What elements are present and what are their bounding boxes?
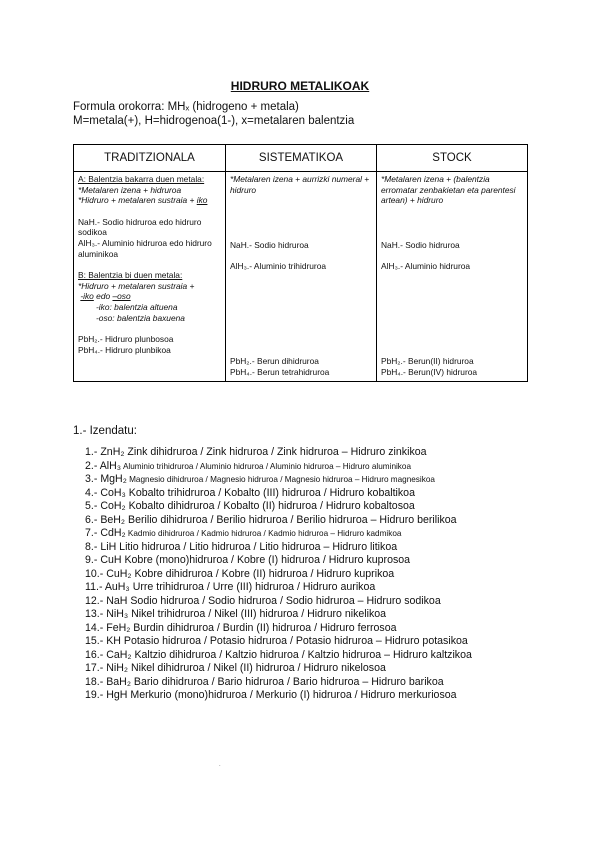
list-item: 12.- NaH Sodio hidruroa / Sodio hidruroa / Sodio hidruroa – Hidruro sodikoa xyxy=(85,594,441,607)
trad-a-rule-1: *Metalaren izena + hidruroa xyxy=(78,184,182,195)
trad-example-alh3: AlH₃.- Aluminio hidruroa edo hidruro aluminikoa xyxy=(78,237,212,259)
list-item: 10.- CuH₂ Kobre dihidruroa / Kobre (II) hidruroa / Hidruro kuprikoa xyxy=(85,567,395,580)
list-item: 19.- HgH Merkurio (mono)hidruroa / Merkurio (I) hidruroa / Hidruro merkuriosoa xyxy=(85,689,457,701)
trad-b-title: B: Balentzia bi duen metala: xyxy=(78,270,183,281)
list-item: 8.- LiH Litio hidruroa / Litio hidruroa / Litio hidruroa – Hidruro litikoa xyxy=(85,540,398,553)
list-item: 7.- CdH₂ Kadmio dihidruroa / Kadmio hidruroa / Kadmio hidruroa – Hidruro kadmikoa xyxy=(85,527,402,539)
cell-systematic xyxy=(226,172,377,382)
trad-a-rule-2 xyxy=(78,195,223,206)
trad-example-nah: NaH.- Sodio hidruroa edo hidruro sodikoa xyxy=(78,216,202,238)
trad-example-pbh4: PbH₄.- Hidruro plunbikoa xyxy=(78,344,171,355)
list-item: 2.- AlH₃ Aluminio trihidruroa / Aluminio hidruroa / Aluminio hidruroa – Hidruro aluminikoa xyxy=(85,459,412,472)
stock-example-pbh4: PbH₄.- Berun(IV) hidruroa xyxy=(381,366,478,377)
trad-a-rule-2-suffix: iko xyxy=(196,195,208,206)
list-item: 17.- NiH₂ Nikel dihidruroa / Nikel (II) hidruroa / Hidruro nikelosoa xyxy=(85,662,386,674)
list-item: 16.- CaH₂ Kaltzio dihidruroa / Kaltzio hidruroa / Kaltzio hidruroa – Hidruro kaltzikoa xyxy=(85,648,472,661)
trad-a-title: A: Balentzia bakarra duen metala: xyxy=(78,174,205,184)
trad-rule-a xyxy=(78,174,223,206)
stock-example-pbh2: PbH₂.- Berun(II) hidruroa xyxy=(381,356,474,367)
header-systematic: SISTEMATIKOA xyxy=(226,145,377,172)
trad-rule-b xyxy=(78,270,223,323)
list-item: 15.- KH Potasio hidruroa / Potasio hidruroa / Potasio hidruroa – Hidruro potasikoa xyxy=(85,635,468,647)
trad-a-rule-2-text: *Hidruro + metalaren sustraia + xyxy=(78,195,197,206)
trad-b-rule-2 xyxy=(78,291,223,302)
trad-b-sub-1: -iko: balentzia altuena xyxy=(96,301,178,312)
list-item: 11.- AuH₃ Urre trihidruroa / Urre (III) hidruroa / Hidruro aurikoa xyxy=(85,581,376,593)
sist-example-alh3: AlH₃.- Aluminio trihidruroa xyxy=(230,260,327,271)
cell-traditional xyxy=(74,172,226,382)
sist-rule: *Metalaren izena + aurrizki numeral + hidruro xyxy=(230,174,370,195)
list-item: 3.- MgH₂ Magnesio dihidruroa / Magnesio hidruroa / Magnesio hidruroa – Hidruro magnesikoa xyxy=(85,473,435,485)
list-item: 1.- ZnH₂ Zink dihidruroa / Zink hidruroa / Zink hidruroa – Hidruro zinkikoa xyxy=(85,446,427,458)
list-item: 4.- CoH₃ Kobalto trihidruroa / Kobalto (III) hidruroa / Hidruro kobaltikoa xyxy=(85,486,415,499)
exercise-title: 1.- Izendatu: xyxy=(73,425,137,437)
list-item: 13.- NiH₃ Nikel trihidruroa / Nikel (III) hidruroa / Hidruro nikelikoa xyxy=(85,608,387,620)
list-item: 18.- BaH₂ Bario dihidruroa / Bario hidruroa / Bario hidruroa – Hidruro barikoa xyxy=(85,675,444,688)
trad-b-suffix-oso: –oso xyxy=(112,291,131,302)
trad-b-sub-2: -oso: balentzia baxuena xyxy=(96,312,185,323)
sist-example-pbh2: PbH₂.- Berun dihidruroa xyxy=(230,356,319,367)
header-traditional: TRADITZIONALA xyxy=(74,145,226,172)
trad-examples-b xyxy=(78,334,223,355)
document-title: HIDRURO METALIKOAK xyxy=(230,79,370,93)
list-item: 14.- FeH₂ Burdin dihidruroa / Burdin (II) hidruroa / Hidruro ferrosoa xyxy=(85,621,397,634)
trad-b-rule-1: *Hidruro + metalaren sustraia + xyxy=(78,280,195,291)
stock-rule: *Metalaren izena + (balentzia erromatar zenbakietan eta parentesi artean) + hidruro xyxy=(381,174,516,206)
trad-b-rule-2-mid: edo xyxy=(93,291,113,302)
trad-example-pbh2: PbH₂.- Hidruro plunbosoa xyxy=(78,334,174,345)
sist-example-nah: NaH.- Sodio hidruroa xyxy=(230,240,309,250)
exercise-list xyxy=(85,446,472,703)
formula-line-1: Formula orokorra: MHₓ (hidrogeno + metala) xyxy=(73,101,299,113)
general-formula xyxy=(73,100,354,128)
sist-example-pbh4: PbH₄.- Berun tetrahidruroa xyxy=(230,366,330,377)
stock-example-alh3: AlH₃.- Aluminio hidruroa xyxy=(381,260,471,271)
trad-b-suffix-iko: -iko xyxy=(80,291,94,302)
naming-table xyxy=(73,144,528,382)
list-item: 5.- CoH₂ Kobalto dihidruroa / Kobalto (II) hidruroa / Hidruro kobaltosoa xyxy=(85,500,415,512)
list-item: 9.- CuH Kobre (mono)hidruroa / Kobre (I) hidruroa / Hidruro kuprosoa xyxy=(85,554,411,566)
stock-example-nah: NaH.- Sodio hidruroa xyxy=(381,240,460,250)
header-stock: STOCK xyxy=(377,145,528,172)
cell-stock xyxy=(377,172,528,382)
list-item: 6.- BeH₂ Berilio dihidruroa / Berilio hidruroa / Berilio hidruroa – Hidruro berilikoa xyxy=(85,513,457,526)
page-dot: . xyxy=(219,762,221,768)
formula-line-2: M=metala(+), H=hidrogenoa(1-), x=metalaren balentzia xyxy=(73,115,355,127)
trad-examples-a xyxy=(78,217,223,259)
